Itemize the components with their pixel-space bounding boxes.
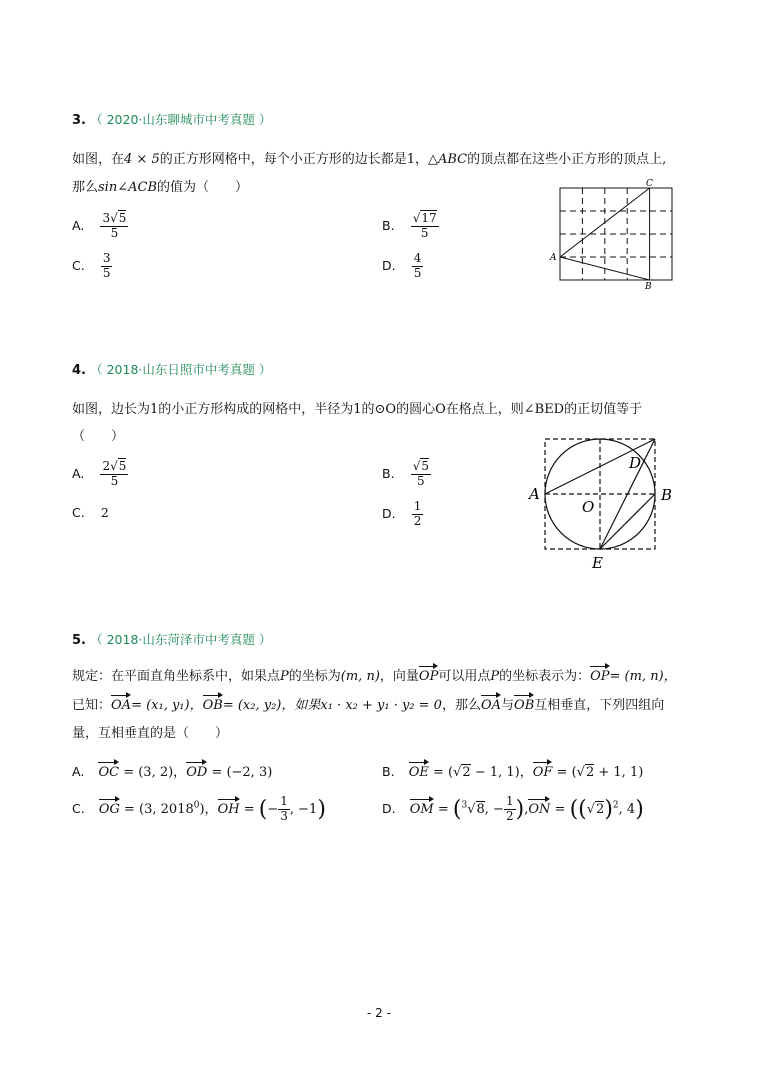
denominator: 2: [413, 513, 422, 528]
vector-oc: OC: [98, 760, 119, 780]
radicand: 2: [585, 765, 595, 780]
radicand: 2: [462, 765, 471, 780]
q4-option-b[interactable]: [382, 460, 431, 489]
q5-line3: 量，互相垂直的是（ ）: [72, 726, 229, 741]
option-text: − 1, 1)，: [474, 765, 533, 780]
fraction: $\frac{2√5}{5}$: [102, 459, 127, 488]
denominator: 5: [413, 265, 422, 280]
option-label: D.: [382, 505, 396, 521]
q5-math: (m, n): [340, 669, 380, 684]
option-text: = (: [556, 765, 577, 780]
option-label: A.: [72, 217, 85, 233]
option-label: C.: [72, 257, 85, 273]
fraction: [101, 252, 113, 281]
q3-number: 3.: [72, 113, 86, 128]
radicand: 5: [118, 459, 127, 473]
option-label: B.: [382, 217, 395, 233]
q5-text: 的坐标为: [288, 669, 341, 684]
q5-math: P: [490, 669, 500, 684]
denominator: 2: [505, 808, 514, 823]
q5-source: （ 2018·山东菏泽市中考真题 ）: [90, 632, 272, 647]
denominator: 5: [110, 225, 119, 240]
q3-source: （ 2020·山东聊城市中考真题 ）: [90, 112, 272, 127]
fraction: [504, 795, 516, 824]
option-text: )，: [199, 801, 218, 817]
q3-option-b[interactable]: [382, 212, 439, 241]
label-a: A: [529, 485, 540, 503]
q5-text: 可以用点: [438, 669, 491, 684]
label-e: E: [592, 554, 603, 572]
fraction: $\frac{3√5}{5}$: [102, 211, 127, 240]
superscript: 0: [193, 800, 200, 811]
numerator: 4: [413, 251, 422, 265]
radicand: 5: [421, 459, 429, 473]
denominator: 5: [102, 265, 111, 280]
segment-ed: [600, 439, 655, 549]
q3-stem-line1: [72, 148, 666, 167]
q4-number: 4.: [72, 363, 86, 378]
label-o: O: [582, 498, 595, 516]
q5-text: 规定：在平面直角坐标系中，如果点: [72, 669, 281, 684]
vector-oa: OA: [111, 693, 131, 713]
denominator: 5: [420, 225, 429, 240]
radicand: 5: [118, 211, 127, 225]
vector-oa: OA: [481, 693, 501, 713]
option-value: 2: [100, 505, 109, 520]
option-text: + 1, 1): [598, 765, 644, 780]
q4-option-a[interactable]: [72, 460, 128, 489]
label-b: B: [661, 486, 673, 504]
q3-stem-line2: [72, 176, 248, 195]
q5-option-a[interactable]: [72, 760, 272, 780]
option-label: C.: [72, 800, 85, 816]
radicand: 17: [421, 211, 437, 225]
option-label: D.: [382, 800, 396, 816]
q3-math: △ABC: [428, 152, 468, 167]
q3-text: 的值为（ ）: [157, 180, 249, 195]
q5-text: 互相垂直，下列四组向: [534, 698, 665, 713]
label-a: A: [550, 253, 557, 263]
label-c: C: [646, 179, 653, 189]
option-text: =: [243, 801, 259, 817]
option-text: = (−2, 3): [211, 765, 273, 780]
option-text: = (: [433, 765, 454, 780]
fraction: [278, 795, 290, 824]
option-label: D.: [382, 257, 396, 273]
option-text: = (3, 2018: [124, 801, 194, 817]
option-label: A.: [72, 764, 85, 779]
option-text: −: [267, 801, 279, 817]
q3-text: 如图，在: [72, 152, 125, 167]
label-b: B: [645, 282, 652, 290]
vector-oe: OE: [409, 760, 429, 780]
q5-math: = (x₂, y₂)，如果: [222, 698, 321, 713]
q5-math: = (x₁, y₁)，: [131, 698, 203, 713]
q5-math: = (m, n)，: [609, 669, 677, 684]
denominator: 5: [110, 473, 119, 488]
numerator: 1: [280, 794, 288, 808]
denominator: 3: [280, 808, 288, 823]
q3-text: 的正方形网格中，每个小正方形的边长都是1，: [159, 152, 428, 167]
vector-oh: OH: [218, 797, 240, 817]
segment-eb: [600, 494, 655, 549]
vector-ob: OB: [203, 693, 223, 713]
q5-math: P: [280, 669, 289, 684]
numerator: 3: [102, 251, 111, 265]
option-text: =: [554, 801, 570, 817]
fraction: $\frac{√17}{5}$: [412, 211, 437, 240]
numerator: 1: [505, 794, 514, 808]
q5-line1: [72, 664, 677, 684]
q5-option-c[interactable]: C. OG = (3, 2018$^0$)，OH = (− $\frac{1}{3}$ , −1): [72, 794, 326, 823]
option-text: , −: [484, 801, 504, 817]
vector-op: OP: [590, 664, 609, 684]
q3-grid-figure: [548, 176, 680, 290]
vector-om: OM: [410, 797, 434, 817]
q5-text: 与: [501, 698, 515, 713]
q4-option-d[interactable]: [382, 500, 423, 529]
option-label: B.: [382, 764, 395, 779]
q5-number: 5.: [72, 633, 86, 648]
page-number: - 2 -: [367, 1006, 391, 1020]
vector-ob: OB: [514, 693, 534, 713]
q5-text: ，那么: [441, 698, 481, 713]
vector-od: OD: [186, 760, 207, 780]
q5-math: x₁ · x₂ + y₁ · y₂ = 0: [320, 698, 442, 713]
option-label: B.: [382, 465, 395, 481]
q3-text: 那么: [72, 180, 99, 195]
option-text: , 4: [618, 801, 636, 817]
vector-og: OG: [99, 797, 120, 817]
q4-option-c[interactable]: [72, 505, 109, 521]
vector-op: OP: [419, 664, 438, 684]
q5-line2: [72, 693, 664, 713]
fraction: [412, 500, 424, 529]
q3-math: sin∠ACB: [98, 180, 157, 195]
label-d: D: [629, 454, 642, 472]
q5-option-d[interactable]: D. OM = ($^3$√8, − $\frac{1}{2}$ )$,ON = ((√2)^2$, 4): [382, 794, 644, 823]
option-label: A.: [72, 465, 85, 481]
q5-option-b[interactable]: B. OE = (√2 − 1, 1)，OF = (√2 + 1, 1): [382, 760, 643, 780]
q4-stem-line1: 如图，边长为1的小正方形构成的网格中，半径为1的⊙O的圆心O在格点上，则∠BED的正切值等于: [72, 402, 643, 417]
option-text: , −1: [289, 801, 318, 817]
q5-text: ，向量: [379, 669, 419, 684]
option-label: C.: [72, 505, 85, 520]
q4-source: （ 2018·山东日照市中考真题 ）: [90, 362, 272, 377]
q3-option-d[interactable]: [382, 252, 423, 281]
denominator: 5: [417, 473, 425, 488]
fraction: $\frac{√5}{5}$: [412, 459, 429, 488]
q4-circle-figure: [525, 430, 690, 580]
coef: 3: [102, 211, 111, 225]
vector-on: ON: [528, 797, 550, 817]
q4-header: [72, 360, 271, 378]
radicand: 2: [596, 801, 605, 817]
q3-option-a[interactable]: [72, 212, 128, 241]
numerator: 1: [413, 499, 422, 513]
vector-of: OF: [533, 760, 553, 780]
fraction: [412, 252, 424, 281]
q4-stem-line2: （ ）: [72, 429, 125, 444]
q3-option-c[interactable]: [72, 252, 112, 281]
q5-text: 已知：: [72, 698, 112, 713]
option-text: = (3, 2)，: [123, 765, 187, 780]
radicand: 8: [476, 801, 485, 817]
q5-text: 的坐标表示为：: [499, 669, 591, 684]
q5-header: [72, 630, 271, 648]
q3-header: [72, 110, 271, 128]
q3-math: 4 × 5: [124, 152, 160, 167]
q3-text: 的顶点都在这些小正方形的顶点上,: [467, 152, 667, 167]
superscript: 2: [612, 800, 619, 811]
option-text: =: [437, 801, 453, 817]
root-index: 3: [461, 800, 468, 811]
coef: 2: [102, 459, 111, 473]
